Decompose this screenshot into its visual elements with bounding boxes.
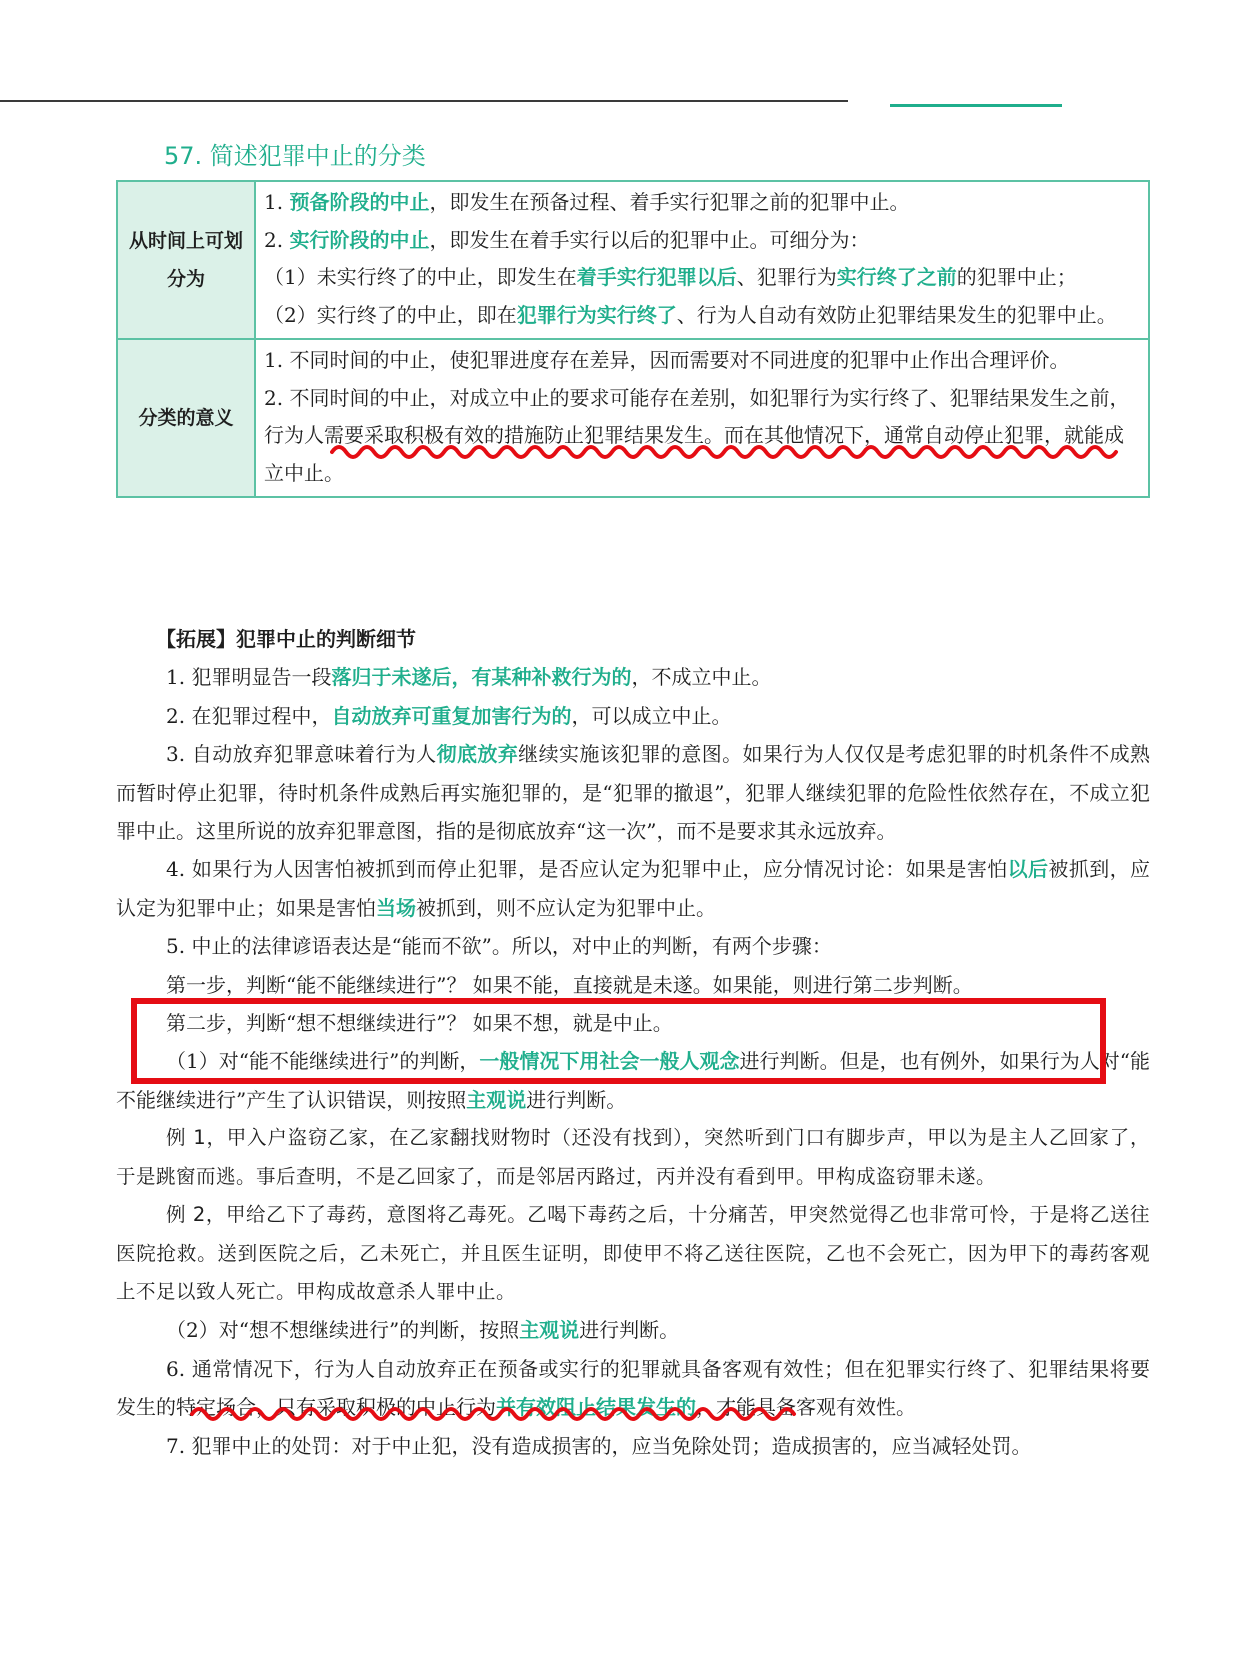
table-line: （2）实行终了的中止，即在犯罪行为实行终了、行为人自动有效防止犯罪结果发生的犯罪中止。 [264, 302, 1117, 327]
extension-section [116, 620, 1150, 1465]
row-content-time [255, 181, 1149, 339]
table-line: 2. 实行阶段的中止，即发生在着手实行以后的犯罪中止。可细分为： [264, 227, 870, 252]
step-2: 第二步，判断“想不想继续进行”？ 如果不想，就是中止。 [166, 1011, 673, 1036]
extension-title: 【拓展】犯罪中止的判断细节 [156, 627, 416, 651]
step-1: 第一步，判断“能不能继续进行”？ 如果不能，直接就是未遂。如果能，则进行第二步判断。 [166, 972, 973, 997]
paragraph-7: 7. 犯罪中止的处罚：对于中止犯，没有造成损害的，应当免除处罚；造成损害的，应当减轻处罚。 [166, 1433, 1032, 1458]
section-heading: 57. 简述犯罪中止的分类 [164, 142, 426, 170]
paragraph-3: 3. 自动放弃犯罪意味着行为人彻底放弃继续实施该犯罪的意图。如果行为人仅仅是考虑犯罪的时机条件不成熟而暂时停止犯罪，待时机条件成熟后再实施犯罪的，是“犯罪的撤退”，犯罪人继续犯罪的危险性依然存在，不成立犯罪中止。这里所说的放弃犯罪意图，指的是彻底放弃“这一次”，而不是要求其永远放弃。 [116, 742, 1151, 844]
table-line: （1）未实行终了的中止，即发生在着手实行犯罪以后、犯罪行为实行终了之前的犯罪中止； [264, 265, 1077, 289]
paragraph-6: 6. 通常情况下，行为人自动放弃正在预备或实行的犯罪就具备客观有效性；但在犯罪实行终了、犯罪结果将要发生的特定场合，只有采取积极的中止行为并有效阻止结果发生的，才能具备客观有效性。 [116, 1356, 1150, 1420]
top-accent-rule [890, 104, 1062, 107]
table-row [117, 181, 1149, 339]
row-content-significance [255, 339, 1149, 497]
paragraph-5: 5. 中止的法律谚语表达是“能而不欲”。所以，对中止的判断，有两个步骤： [166, 934, 832, 959]
top-rule [0, 100, 848, 102]
sub-point-1: （1）对“能不能继续进行”的判断，一般情况下用社会一般人观念进行判断。但是，也有例外，如果行为人对“能不能继续进行”产生了认识错误，则按照主观说进行判断。 [116, 1049, 1150, 1112]
table-row [117, 339, 1149, 497]
paragraph-2: 2. 在犯罪过程中，自动放弃可重复加害行为的，可以成立中止。 [166, 703, 732, 728]
table-line: 2. 不同时间的中止，对成立中止的要求可能存在差别，如犯罪行为实行终了、犯罪结果发生之前，行为人需要采取积极有效的措施防止犯罪结果发生。而在其他情况下，通常自动停止犯罪，就能成立中止。 [264, 385, 1130, 485]
row-header-time: 从时间上可划分为 [117, 181, 255, 339]
example-1: 例 1，甲入户盗窃乙家，在乙家翻找财物时（还没有找到），突然听到门口有脚步声，甲以为是主人乙回家了，于是跳窗而逃。事后查明，不是乙回家了，而是邻居丙路过，丙并没有看到甲。甲构成盗窃罪未遂。 [116, 1126, 1150, 1188]
paragraph-4: 4. 如果行为人因害怕被抓到而停止犯罪，是否应认定为犯罪中止，应分情况讨论：如果是害怕以后被抓到，应认定为犯罪中止；如果是害怕当场被抓到，则不应认定为犯罪中止。 [116, 857, 1151, 920]
row-header-significance: 分类的意义 [117, 339, 255, 497]
classification-table [116, 180, 1150, 498]
example-2: 例 2，甲给乙下了毒药，意图将乙毒死。乙喝下毒药之后，十分痛苦，甲突然觉得乙也非常可怜，于是将乙送往医院抢救。送到医院之后，乙未死亡，并且医生证明，即使甲不将乙送往医院，乙也不会死亡，因为甲下的毒药客观上不足以致人死亡。甲构成故意杀人罪中止。 [116, 1203, 1150, 1303]
paragraph-1: 1. 犯罪明显告一段落归于未遂后，有某种补救行为的，不成立中止。 [166, 665, 772, 690]
table-line: 1. 不同时间的中止，使犯罪进度存在差异，因而需要对不同进度的犯罪中止作出合理评价。 [264, 348, 1070, 372]
table-line: 1. 预备阶段的中止，即发生在预备过程、着手实行犯罪之前的犯罪中止。 [264, 190, 910, 214]
sub-point-2: （2）对“想不想继续进行”的判断，按照主观说进行判断。 [166, 1318, 680, 1343]
